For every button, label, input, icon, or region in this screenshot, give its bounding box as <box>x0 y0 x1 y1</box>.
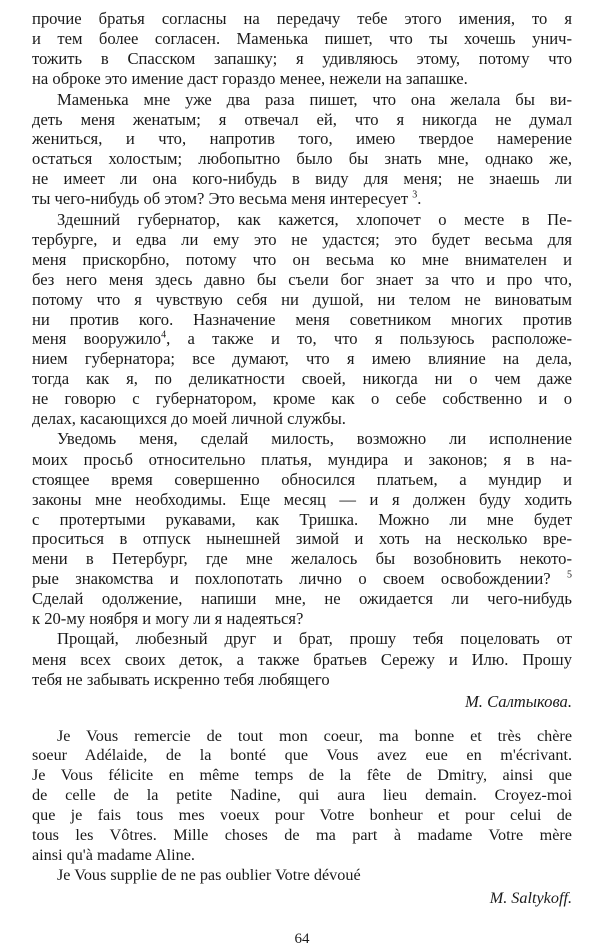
text-line: делах, касающихся до моей личной службы. <box>32 409 346 428</box>
text-line: Здешний губернатор, как кажется, хлопочет о месте в Пе- <box>57 210 572 229</box>
text-line: и тем более согласен. Маменька пишет, что ты хочешь унич- <box>32 28 572 48</box>
text-line: к 20-му ноября и могу ли я надеяться? <box>32 609 304 628</box>
text-line: законы мне необходимы. Еще месяц — и я должен буду ходить <box>32 489 572 509</box>
text-line: Je Vous remercie de tout mon coeur, ma bonne et très chère <box>57 726 572 745</box>
text-line: soeur Adélaide, de la bonté que Vous avez eue en m'écrivant. <box>32 746 572 765</box>
text-line: мени в Петербург, где мне желалось бы возобновить некото- <box>32 549 572 569</box>
text-line: Je Vous félicite en même temps de la fête de Dmitry, ainsi que <box>32 766 572 785</box>
text-line: que je fais tous mes voeux pour Votre bonheur et pour celui de <box>32 806 572 825</box>
text-line: на оброке это имение даст гораздо менее, нежели на запашке. <box>32 68 468 88</box>
text-line: не говорю с губернатором, кроме как о себе собственно и о <box>32 389 572 409</box>
text-line: ainsi qu'à madame Aline. <box>32 845 195 864</box>
text-line: tous les Vôtres. Mille choses de ma part à madame Votre mère <box>32 826 572 844</box>
text-line: жениться, и что, напротив того, имею твердое намерение <box>32 129 572 149</box>
text-line: с протертыми рукавами, как Тришка. Можно ли мне будет <box>32 509 572 529</box>
text-line: тербурге, и едва ли ему это не удастся; это будет весьма для <box>32 229 572 249</box>
footnote-marker: 4 <box>161 329 167 341</box>
text-line: Сделай одолжение, напиши мне, не ожидается ли чего-нибудь <box>32 589 572 609</box>
signature-french: M. Saltykoff. <box>489 888 572 907</box>
text-line: деть меня женатым; я отвечал ей, что я никогда не думал <box>32 109 572 129</box>
text-line: тожить в Спасском запашку; я удивляюсь этому, потому что <box>32 48 572 68</box>
text-line: Маменька мне уже два раза пишет, что она желала бы ви- <box>57 89 572 109</box>
text-line: Прощай, любезный друг и брат, прошу тебя поцеловать от <box>57 628 572 648</box>
footnote-marker: 3 <box>412 189 418 201</box>
text-line: тогда как я, по деликатности своей, никогда ни о чем даже <box>32 369 572 389</box>
text-line: ты чего-нибудь об этом? Это весьма меня интересует $^3$. <box>32 189 422 209</box>
text-line: стоящее время совершенно обносился платьем, а мундир и <box>32 469 572 489</box>
text-line: прочие братья согласны на передачу тебе этого имения, то я <box>32 9 572 28</box>
text-line: проситься в отпуск нынешней зимой и хоть на несколько вре- <box>32 529 572 549</box>
text-line: без него меня здесь давно бы съели бог знает за что и про что, <box>32 269 572 289</box>
text-line: ни против кого. Назначение меня советником многих против <box>32 309 572 329</box>
text-line: не имеет ли она кого-нибудь в виду для меня; не знаешь ли <box>32 169 572 189</box>
text-line: потому что я чувствую себя ни душой, ни телом не виноватым <box>32 289 572 309</box>
text-line: Уведомь меня, сделай милость, возможно ли исполнение <box>57 428 572 448</box>
text-line: остаться холостым; любопытно было бы знать мне, однако же, <box>32 149 572 169</box>
text-line: нием губернатора; все думают, что я имею влияние на дела, <box>32 349 572 369</box>
text-line: меня вооружило$^4$, а также и то, что я пользуюсь расположе- <box>32 329 573 349</box>
signature-russian: М. Салтыкова. <box>464 691 572 711</box>
text-line: рые знакомства и похлопотать лично о своем освобождении? $^5$ <box>32 569 573 589</box>
text-line: de celle de la petite Nadine, qui aura lieu demain. Croyez-moi <box>32 786 572 805</box>
text-line: меня всех своих деток, а также братьев Сережу и Илю. Прошу <box>32 649 572 669</box>
page-number: 64 <box>294 930 310 947</box>
text-line: Je Vous supplie de ne pas oublier Votre dévoué <box>57 865 361 884</box>
text-line: моих просьб относительно платья, мундира и законов; я в на- <box>32 449 572 469</box>
text-line: тебя не забывать искренно тебя любящего <box>32 669 330 689</box>
text-line: меня прискорбно, потому что он весьма ко мне внимателен и <box>32 249 572 269</box>
footnote-marker: 5 <box>567 569 573 581</box>
